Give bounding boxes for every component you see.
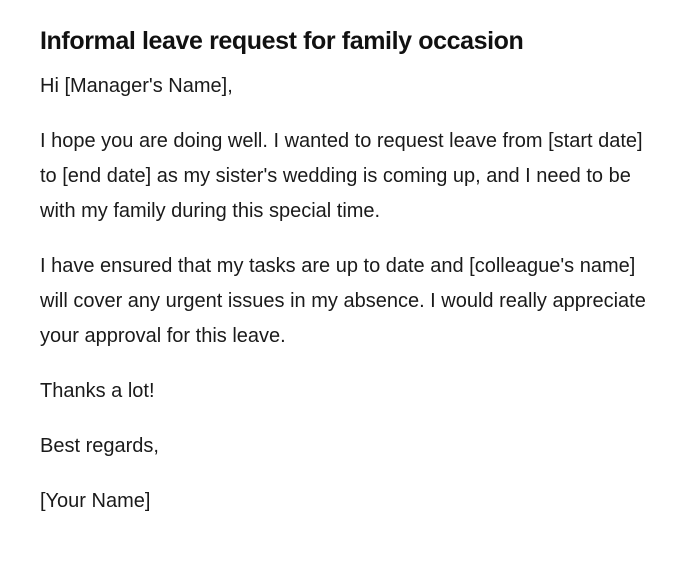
letter-thanks: Thanks a lot! bbox=[40, 380, 155, 402]
letter-closing: Best regards, bbox=[40, 435, 159, 457]
letter-paragraph-request: I hope you are doing well. I wanted to request leave from [start date] to [end date] as my sister's wedding is coming up, and I need to be with my family during this special time. bbox=[40, 130, 643, 222]
letter-greeting: Hi [Manager's Name], bbox=[40, 75, 233, 97]
letter-paragraph-coverage: I have ensured that my tasks are up to date and [colleague's name] will cover any urgent issues in my absence. I would really appreciate your approval for this leave. bbox=[40, 255, 646, 347]
letter-signature: [Your Name] bbox=[40, 490, 151, 512]
letter-body bbox=[40, 69, 660, 519]
letter-title: Informal leave request for family occasion bbox=[40, 27, 524, 55]
